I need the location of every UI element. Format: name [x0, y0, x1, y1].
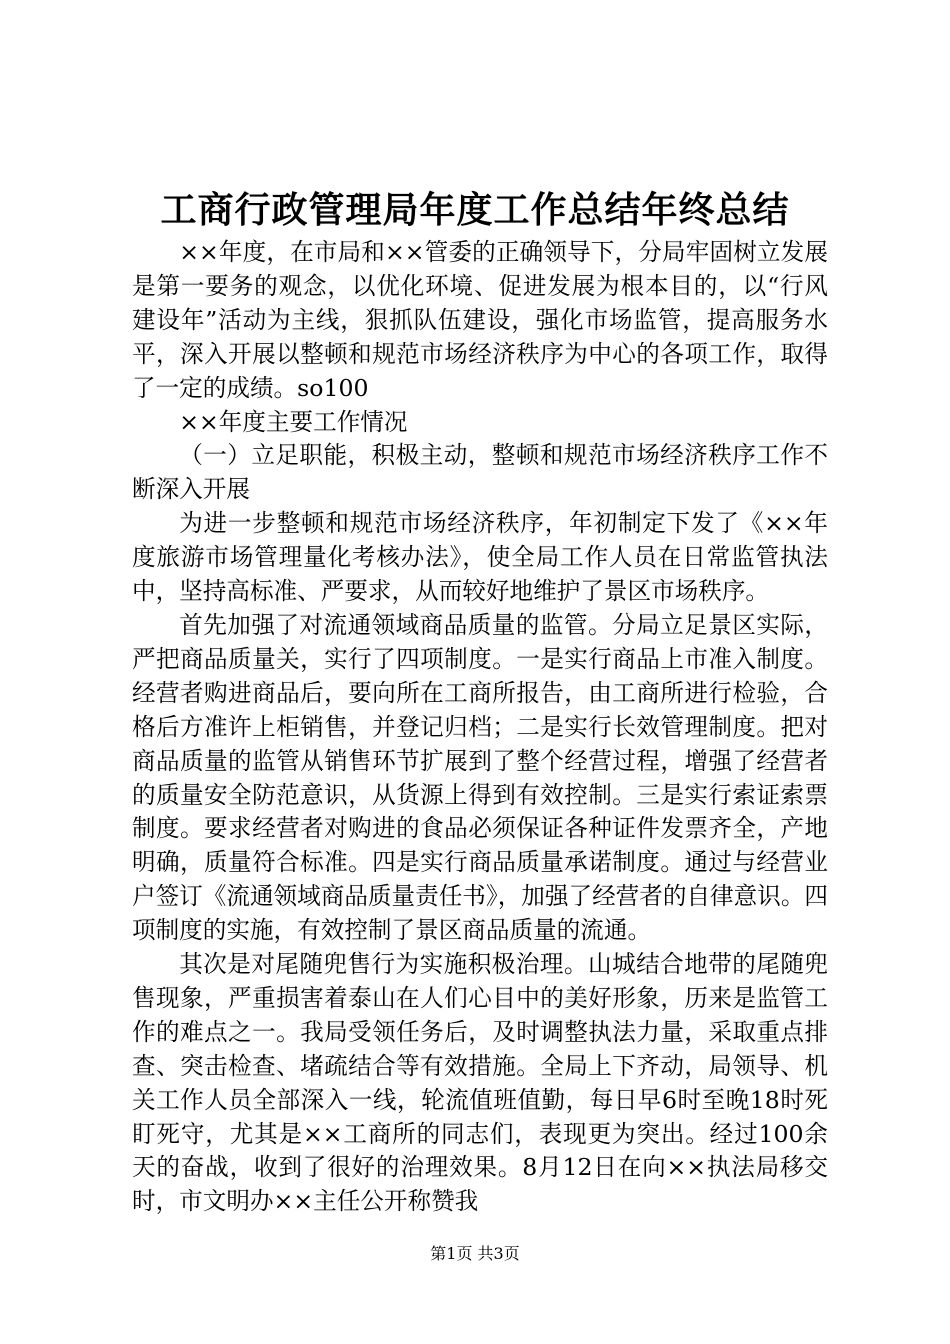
section-heading: ××年度主要工作情况	[179, 407, 408, 436]
subsection-heading: （一）立足职能，积极主动，整顿和规范市场经济秩序工作不断深入开展	[132, 441, 828, 504]
document-body	[132, 236, 828, 1219]
document-title: 工商行政管理局年度工作总结年终总结	[160, 189, 790, 231]
paragraph-quality: 首先加强了对流通领域商品质量的监管。分局立足景区实际，严把商品质量关，实行了四项制度。一是实行商品上市准入制度。经营者购进商品后，要向所在工商所报告，由工商所进行检验，合格后方准许上柜销售，并登记归档；二是实行长效管理制度。把对商品质量的监管从销售环节扩展到了整个经营过程，增强了经营者的质量安全防范意识，从货源上得到有效控制。三是实行索证索票制度。要求经营者对购进的食品必须保证各种证件发票齐全，产地明确，质量符合标准。四是实行商品质量承诺制度。通过与经营业户签订《流通领域商品质量责任书》，加强了经营者的自律意识。四项制度的实施，有效控制了景区商品质量的流通。	[132, 610, 829, 945]
paragraph-vendors: 其次是对尾随兜售行为实施积极治理。山城结合地带的尾随兜售现象，严重损害着泰山在人们心目中的美好形象，历来是监管工作的难点之一。我局受领任务后，及时调整执法力量，采取重点排查、突击检查、堵疏结合等有效措施。全局上下齐动，局领导、机关工作人员全部深入一线，轮流值班值勤，每日早6时至晚18时死盯死守，尤其是××工商所的同志们，表现更为突出。经过100余天的奋战，收到了很好的治理效果。8月12日在向××执法局移交时，市文明办××主任公开称赞我	[132, 950, 828, 1216]
page-footer: 第1页 共3页	[430, 1244, 520, 1263]
paragraph-regulation: 为进一步整顿和规范市场经济秩序，年初制定下发了《××年度旅游市场管理量化考核办法》，使全局工作人员在日常监管执法中，坚持高标准、严要求，从而较好地维护了景区市场秩序。	[132, 509, 828, 606]
paragraph-intro: ××年度，在市局和××管委的正确领导下，分局牢固树立发展是第一要务的观念，以优化环境、促进发展为根本目的，以“行风建设年”活动为主线，狠抓队伍建设，强化市场监管，提高服务水平，深入开展以整顿和规范市场经济秩序为中心的各项工作，取得了一定的成绩。so100	[132, 238, 828, 402]
